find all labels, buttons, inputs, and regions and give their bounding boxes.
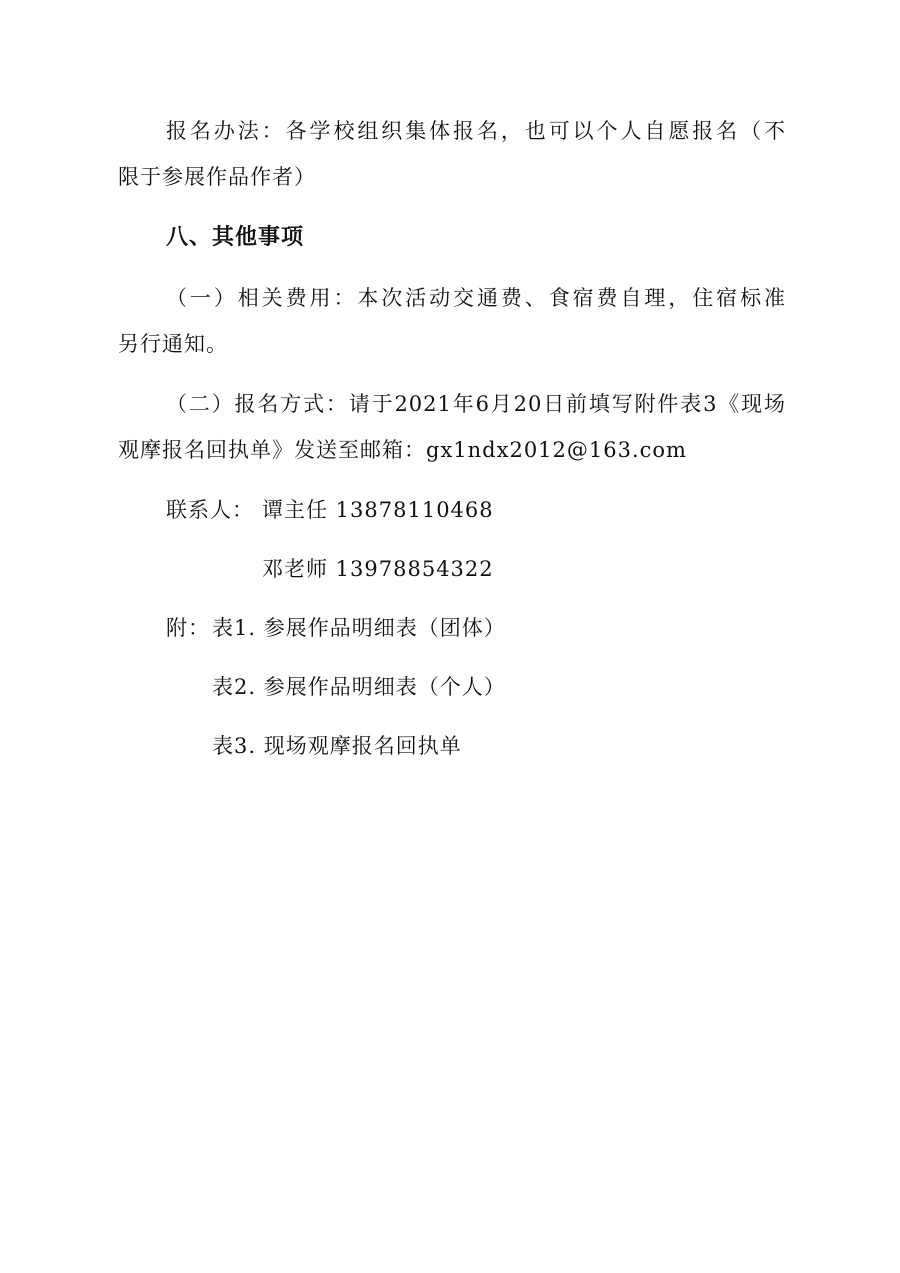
costs-paragraph-line-1 — [118, 284, 786, 312]
attachment-item-3: 表3. 现场观摩报名回执单 — [212, 734, 462, 758]
registration-paragraph-line-1 — [118, 117, 786, 145]
signup-text-1: （二）报名方式：请于2021年6月20日前填写附件表3《现场 — [166, 392, 786, 416]
registration-text-1: 报名办法：各学校组织集体报名，也可以个人自愿报名（不 — [166, 119, 786, 143]
contact-person-2: 邓老师 13978854322 — [262, 557, 494, 581]
signup-paragraph-line-2: 观摩报名回执单》发送至邮箱：gx1ndx2012@163.com — [118, 438, 687, 462]
costs-paragraph-line-2: 另行通知。 — [118, 332, 228, 356]
attachment-item-1: 表1. 参展作品明细表（团体） — [212, 616, 506, 640]
registration-paragraph-line-2: 限于参展作品作者） — [118, 165, 316, 189]
attachment-item-2: 表2. 参展作品明细表（个人） — [212, 675, 506, 699]
costs-text-1: （一）相关费用：本次活动交通费、食宿费自理，住宿标准 — [166, 286, 786, 310]
contact-person-1: 谭主任 13878110468 — [262, 498, 494, 522]
section-heading: 八、其他事项 — [166, 225, 305, 250]
attachments-label: 附： — [166, 616, 210, 640]
signup-paragraph-line-1 — [118, 390, 786, 418]
contact-label: 联系人： — [166, 498, 254, 522]
